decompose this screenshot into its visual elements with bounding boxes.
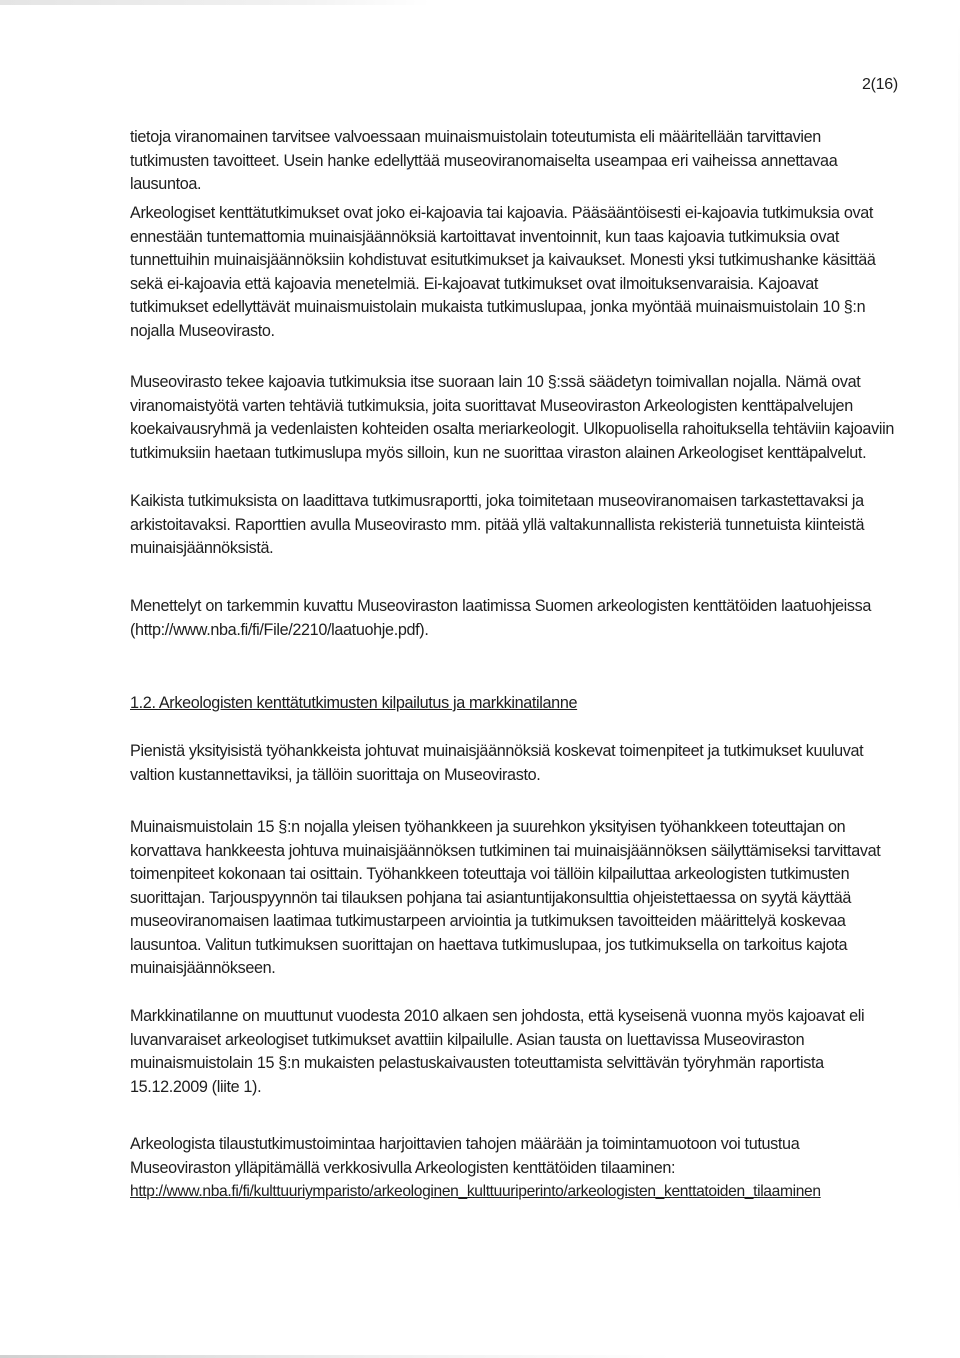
paragraph-4: Kaikista tutkimuksista on laadittava tutkimusraportti, joka toimitetaan museoviranomaisen tarkastettavaksi ja arkistoitavaksi. Raporttien avulla Museovirasto mm. pitää yllä valtakunnallista rekisteriä tunnetuista kiinteistä muinaisjäännöksistä.: [130, 492, 865, 557]
tilaaminen-link[interactable]: http://www.nba.fi/fi/kulttuuriymparisto/arkeologinen_kulttuuriperinto/arkeologisten_kenttatoiden_tilaaminen: [130, 1183, 821, 1200]
page-number: 2(16): [862, 76, 898, 93]
paragraph-9: [130, 1133, 900, 1204]
paragraph-7: Muinaismuistolain 15 §:n nojalla yleisen työhankkeen ja suurehkon yksityisen työhankkeen toteuttajan on korvattava hankkeesta johtuva muinaisjäännöksen tutkiminen tai muinaisjäännöksen säilyttämiseksi tarvittavat toimenpiteet kokonaan tai osittain. Työhankkeen toteuttaja voi tällöin kilpailuttaa arkeologisten tutkimusten suorittajan. Tarjouspyynnön tai tilauksen pohjana tai asiantuntijakonsulttia ohjeistettaessa on syytä käyttää museoviranomaisen laatimaa tutkimustarpeen arviointia ja tutkimuksen tavoitteiden määrittelyä koskevaa lausuntoa. Valitun tutkimuksen suorittajan on haettava tutkimuslupaa, jos tutkimuksella on tarkoitus kajota muinaisjäännökseen.: [130, 818, 881, 977]
section-heading: 1.2. Arkeologisten kenttätutkimusten kilpailutus ja markkinatilanne: [130, 694, 578, 712]
paragraph-8: Markkinatilanne on muuttunut vuodesta 2010 alkaen sen johdosta, että kyseisenä vuonna myös kajoavat eli luvanvaraiset arkeologiset tutkimukset avattiin kilpailulle. Asian tausta on luettavissa Museoviraston muinaismuistolain 15 §:n mukaisten pelastuskaivausten toteuttamista selvittävän työryhmän raportista 15.12.2009 (liite 1).: [130, 1007, 865, 1096]
paragraph-1: tietoja viranomainen tarvitsee valvoessaan muinaismuistolain toteutumista eli määritellään tarvittavien tutkimusten tavoitteet. Usein hanke edellyttää museoviranomaiselta useampaa eri vaiheissa annettavaa lausuntoa.: [130, 128, 838, 193]
paragraph-2: Arkeologiset kenttätutkimukset ovat joko ei-kajoavia tai kajoavia. Pääsääntöisesti ei-kajoavia tutkimuksia ovat ennestään tuntemattomia muinaisjäännöksiä kartoittavat inventoinnit, kun taas kajoavia tutkimuksia ovat tunnettuihin muinaisjäännöksiin kohdistuvat esitutkimukset ja kaivaukset. Monesti yksi tutkimushanke käsittää sekä ei-kajoavia että kajoavia menetelmiä. Ei-kajoavat tutkimukset ovat ilmoituksenvaraisia. Kajoavat tutkimukset edellyttävät muinaismuistolain mukaista tutkimuslupaa, jonka myöntää muinaismuistolain 10 §:n nojalla Museovirasto.: [130, 204, 876, 340]
scan-edge-top: [0, 0, 430, 5]
paragraph-3: Museovirasto tekee kajoavia tutkimuksia itse suoraan lain 10 §:ssä säädetyn toimivallan nojalla. Nämä ovat viranomaistyötä varten tehtäviä tutkimuksia, joita suorittavat Museoviraston Arkeologisten kenttäpalvelujen koekaivausryhmä ja vedenlaisten kohteiden osalta meriarkeologit. Ulkopuolisella rahoituksella tehtäviin kajoaviin tutkimuksiin haetaan tutkimuslupa myös silloin, kun ne suorittaa viraston alainen Arkeologiset kenttäpalvelut.: [130, 373, 894, 462]
paragraph-6: Pienistä yksityisistä työhankkeista johtuvat muinaisjäännöksiä koskevat toimenpiteet ja tutkimukset kuuluvat valtion kustannettaviksi, ja tällöin suorittaja on Museovirasto.: [130, 742, 864, 784]
paragraph-9-text: Arkeologista tilaustutkimustoimintaa harjoittavien tahojen määrään ja toimintamuotoon voi tutustua Museoviraston ylläpitämällä verkkosivulla Arkeologisten kenttätöiden tilaaminen:: [130, 1135, 800, 1177]
paragraph-5: Menettelyt on tarkemmin kuvattu Museoviraston laatimissa Suomen arkeologisten kenttätöiden laatuohjeissa (http://www.nba.fi/fi/File/2210/laatuohje.pdf).: [130, 597, 872, 639]
